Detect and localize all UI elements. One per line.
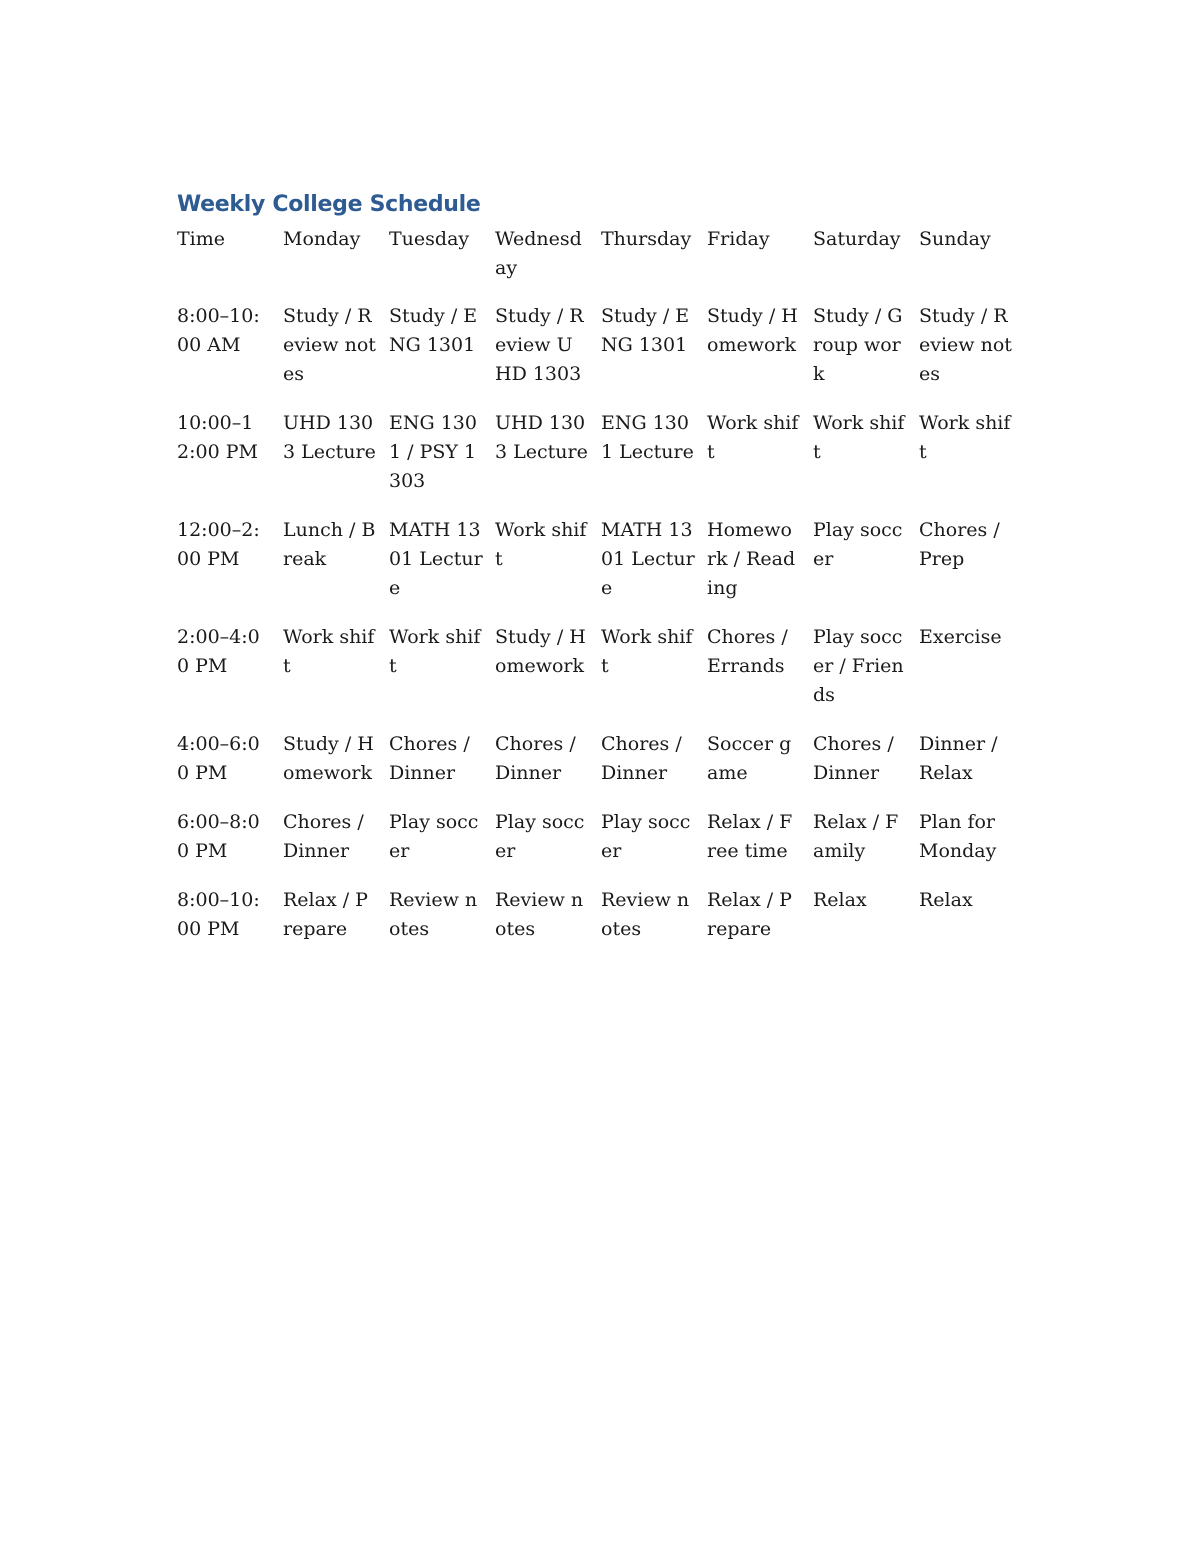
thursday-cell: Study / ENG 1301 [601, 305, 690, 356]
tuesday-cell: ENG 1301 / PSY 1303 [389, 412, 477, 492]
sunday-cell: Study / Review notes [919, 305, 1012, 385]
friday-cell: Soccer game [707, 733, 792, 784]
thursday-cell: Play soccer [601, 811, 691, 862]
header-wednesday: Wednesday [495, 228, 582, 279]
header-saturday: Saturday [813, 228, 901, 250]
wednesday-cell: Chores / Dinner [495, 733, 576, 784]
sunday-cell: Work shift [919, 412, 1011, 463]
thursday-cell: Review notes [601, 889, 690, 940]
tuesday-cell: Work shift [389, 626, 481, 677]
monday-cell: Study / Review notes [283, 305, 376, 385]
friday-cell: Relax / Free time [707, 811, 793, 862]
table-row [171, 623, 1019, 730]
friday-cell: Relax / Prepare [707, 889, 792, 940]
tuesday-cell: MATH 1301 Lecture [389, 519, 483, 599]
table-row [171, 302, 1019, 409]
time-cell: 2:00–4:00 PM [177, 626, 260, 677]
time-cell: 6:00–8:00 PM [177, 811, 260, 862]
monday-cell: Relax / Prepare [283, 889, 368, 940]
sunday-cell: Exercise [919, 626, 1002, 648]
schedule-table [171, 225, 1019, 964]
table-row [171, 886, 1019, 964]
table-row [171, 409, 1019, 516]
friday-cell: Homework / Reading [707, 519, 796, 599]
wednesday-cell: UHD 1303 Lecture [495, 412, 588, 463]
monday-cell: UHD 1303 Lecture [283, 412, 376, 463]
friday-cell: Work shift [707, 412, 799, 463]
header-thursday: Thursday [601, 228, 692, 250]
thursday-cell: MATH 1301 Lecture [601, 519, 695, 599]
sunday-cell: Dinner / Relax [919, 733, 998, 784]
time-cell: 12:00–2:00 PM [177, 519, 260, 570]
saturday-cell: Relax / Family [813, 811, 899, 862]
wednesday-cell: Study / Homework [495, 626, 586, 677]
saturday-cell: Play soccer [813, 519, 903, 570]
saturday-cell: Study / Group work [813, 305, 903, 385]
thursday-cell: Work shift [601, 626, 693, 677]
table-row [171, 516, 1019, 623]
friday-cell: Chores / Errands [707, 626, 788, 677]
tuesday-cell: Play soccer [389, 811, 479, 862]
monday-cell: Study / Homework [283, 733, 374, 784]
saturday-cell: Relax [813, 889, 867, 911]
tuesday-cell: Chores / Dinner [389, 733, 470, 784]
header-time: Time [177, 228, 226, 250]
monday-cell: Lunch / Break [283, 519, 376, 570]
sunday-cell: Relax [919, 889, 973, 911]
sunday-cell: Plan for Monday [919, 811, 997, 862]
document-title: Weekly College Schedule [177, 192, 481, 217]
thursday-cell: Chores / Dinner [601, 733, 682, 784]
monday-cell: Work shift [283, 626, 375, 677]
wednesday-cell: Work shift [495, 519, 587, 570]
wednesday-cell: Study / Review UHD 1303 [495, 305, 584, 385]
saturday-cell: Chores / Dinner [813, 733, 894, 784]
table-row [171, 730, 1019, 808]
tuesday-cell: Review notes [389, 889, 478, 940]
header-monday: Monday [283, 228, 361, 250]
tuesday-cell: Study / ENG 1301 [389, 305, 478, 356]
header-tuesday: Tuesday [389, 228, 470, 250]
friday-cell: Study / Homework [707, 305, 798, 356]
monday-cell: Chores / Dinner [283, 811, 364, 862]
thursday-cell: ENG 1301 Lecture [601, 412, 694, 463]
time-cell: 10:00–12:00 PM [177, 412, 258, 463]
time-cell: 8:00–10:00 PM [177, 889, 260, 940]
table-row [171, 808, 1019, 886]
header-sunday: Sunday [919, 228, 991, 250]
wednesday-cell: Play soccer [495, 811, 585, 862]
header-row [171, 225, 1019, 302]
time-cell: 4:00–6:00 PM [177, 733, 260, 784]
saturday-cell: Play soccer / Friends [813, 626, 904, 706]
sunday-cell: Chores / Prep [919, 519, 1000, 570]
saturday-cell: Work shift [813, 412, 905, 463]
wednesday-cell: Review notes [495, 889, 584, 940]
time-cell: 8:00–10:00 AM [177, 305, 260, 356]
header-friday: Friday [707, 228, 770, 250]
